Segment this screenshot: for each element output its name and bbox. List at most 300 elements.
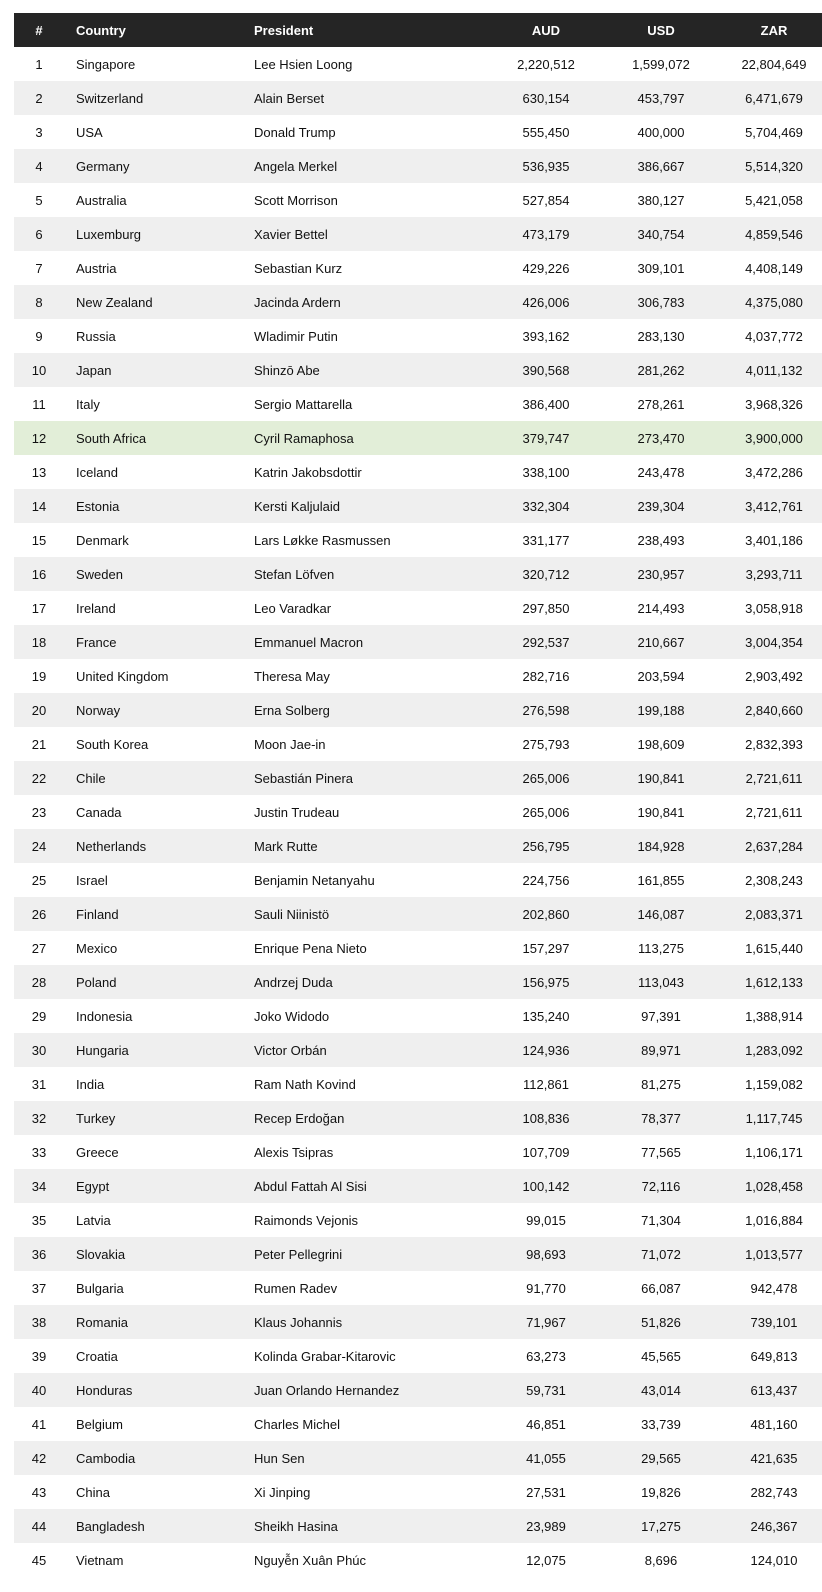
cell-rank: 34	[31, 1178, 47, 1194]
cell-country: Turkey	[76, 1110, 116, 1126]
cell-country: Australia	[76, 192, 127, 208]
cell-president: Ram Nath Kovind	[254, 1076, 356, 1092]
table-row	[14, 285, 822, 319]
cell-rank: 10	[31, 362, 47, 378]
cell-zar: 1,159,082	[745, 1076, 803, 1092]
cell-country: Finland	[76, 906, 119, 922]
cell-country: China	[76, 1484, 110, 1500]
cell-zar: 3,058,918	[745, 600, 803, 616]
cell-rank: 36	[31, 1246, 47, 1262]
cell-country: Mexico	[76, 940, 118, 956]
table-row	[14, 1135, 822, 1169]
cell-aud: 331,177	[522, 532, 570, 548]
cell-rank: 13	[31, 464, 47, 480]
cell-president: Shinzō Abe	[254, 362, 320, 378]
cell-usd: 17,275	[641, 1518, 681, 1534]
table-row	[14, 47, 822, 81]
cell-usd: 203,594	[637, 668, 685, 684]
cell-zar: 2,832,393	[745, 736, 803, 752]
cell-president: Enrique Pena Nieto	[254, 940, 367, 956]
cell-usd: 29,565	[641, 1450, 681, 1466]
cell-president: Sauli Niinistö	[254, 906, 330, 922]
cell-aud: 112,861	[522, 1076, 570, 1092]
cell-country: Latvia	[76, 1212, 111, 1228]
cell-country: Poland	[76, 974, 117, 990]
cell-country: Italy	[76, 396, 100, 412]
cell-president: Klaus Johannis	[254, 1314, 343, 1330]
cell-aud: 473,179	[522, 226, 570, 242]
cell-rank: 32	[31, 1110, 47, 1126]
cell-country: Slovakia	[76, 1246, 126, 1262]
column-header-country[interactable]: Country	[76, 22, 126, 38]
cell-rank: 18	[31, 634, 47, 650]
cell-country: Ireland	[76, 600, 116, 616]
cell-zar: 2,721,611	[745, 770, 803, 786]
cell-usd: 239,304	[637, 498, 685, 514]
cell-president: Victor Orbán	[254, 1042, 327, 1058]
cell-rank: 33	[31, 1144, 47, 1160]
cell-usd: 190,841	[637, 770, 685, 786]
cell-usd: 278,261	[637, 396, 685, 412]
cell-aud: 59,731	[526, 1382, 566, 1398]
cell-country: Vietnam	[76, 1552, 124, 1568]
cell-aud: 379,747	[522, 430, 570, 446]
table-row	[14, 999, 822, 1033]
cell-president: Sebastián Pinera	[254, 770, 354, 786]
column-header-aud[interactable]: AUD	[531, 22, 561, 38]
table-row	[14, 1475, 822, 1509]
cell-aud: 320,712	[522, 566, 570, 582]
cell-usd: 386,667	[637, 158, 685, 174]
cell-aud: 275,793	[522, 736, 570, 752]
cell-president: Emmanuel Macron	[254, 634, 364, 650]
table-body	[14, 47, 822, 1577]
cell-country: Canada	[76, 804, 122, 820]
cell-president: Jacinda Ardern	[254, 294, 341, 310]
cell-usd: 89,971	[641, 1042, 681, 1058]
cell-usd: 230,957	[637, 566, 685, 582]
table-row	[14, 81, 822, 115]
cell-country: Romania	[76, 1314, 129, 1330]
table-row	[14, 387, 822, 421]
cell-rank: 8	[35, 294, 43, 310]
cell-zar: 4,375,080	[745, 294, 803, 310]
cell-president: Lee Hsien Loong	[254, 56, 353, 72]
cell-zar: 481,160	[750, 1416, 798, 1432]
table-row	[14, 1271, 822, 1305]
cell-president: Hun Sen	[254, 1450, 305, 1466]
cell-country: Hungaria	[76, 1042, 129, 1058]
cell-aud: 256,795	[522, 838, 570, 854]
table-row	[14, 1305, 822, 1339]
column-header-rank[interactable]: #	[35, 22, 43, 38]
table-row	[14, 863, 822, 897]
cell-aud: 292,537	[522, 634, 570, 650]
table-row	[14, 625, 822, 659]
cell-rank: 30	[31, 1042, 47, 1058]
table-row	[14, 829, 822, 863]
cell-usd: 1,599,072	[632, 56, 690, 72]
table-row	[14, 1407, 822, 1441]
cell-aud: 265,006	[522, 804, 570, 820]
cell-zar: 2,637,284	[745, 838, 803, 854]
cell-president: Andrzej Duda	[254, 974, 333, 990]
table-row	[14, 693, 822, 727]
cell-zar: 1,612,133	[745, 974, 803, 990]
table-row	[14, 421, 822, 455]
cell-president: Abdul Fattah Al Sisi	[254, 1178, 367, 1194]
table-row	[14, 1237, 822, 1271]
cell-president: Leo Varadkar	[254, 600, 332, 616]
cell-zar: 246,367	[750, 1518, 798, 1534]
table-row	[14, 353, 822, 387]
cell-rank: 4	[35, 158, 43, 174]
cell-rank: 23	[31, 804, 47, 820]
cell-president: Xi Jinping	[254, 1484, 311, 1500]
cell-aud: 46,851	[526, 1416, 566, 1432]
cell-rank: 16	[31, 566, 47, 582]
cell-zar: 3,401,186	[745, 532, 803, 548]
table-row	[14, 1067, 822, 1101]
table-row	[14, 931, 822, 965]
table-row	[14, 1509, 822, 1543]
cell-aud: 536,935	[522, 158, 570, 174]
cell-aud: 338,100	[522, 464, 570, 480]
cell-president: Juan Orlando Hernandez	[254, 1382, 400, 1398]
cell-zar: 649,813	[750, 1348, 798, 1364]
cell-zar: 282,743	[750, 1484, 798, 1500]
cell-rank: 45	[31, 1552, 47, 1568]
cell-usd: 77,565	[641, 1144, 681, 1160]
cell-usd: 81,275	[641, 1076, 681, 1092]
cell-president: Sheikh Hasina	[254, 1518, 338, 1534]
cell-president: Xavier Bettel	[254, 226, 328, 242]
cell-zar: 1,388,914	[745, 1008, 803, 1024]
cell-aud: 91,770	[526, 1280, 566, 1296]
cell-rank: 42	[31, 1450, 47, 1466]
cell-zar: 4,859,546	[745, 226, 803, 242]
cell-usd: 8,696	[644, 1552, 678, 1568]
cell-aud: 100,142	[522, 1178, 570, 1194]
cell-usd: 78,377	[641, 1110, 681, 1126]
cell-usd: 340,754	[637, 226, 685, 242]
cell-rank: 28	[31, 974, 47, 990]
table-row	[14, 455, 822, 489]
cell-aud: 332,304	[522, 498, 570, 514]
cell-zar: 1,013,577	[745, 1246, 803, 1262]
cell-zar: 1,615,440	[745, 940, 803, 956]
cell-zar: 22,804,649	[741, 56, 807, 72]
cell-aud: 99,015	[526, 1212, 566, 1228]
cell-aud: 282,716	[522, 668, 570, 684]
cell-country: Iceland	[76, 464, 118, 480]
cell-rank: 24	[31, 838, 47, 854]
cell-president: Katrin Jakobsdottir	[254, 464, 362, 480]
cell-president: Erna Solberg	[254, 702, 330, 718]
cell-zar: 4,037,772	[745, 328, 803, 344]
cell-president: Charles Michel	[254, 1416, 340, 1432]
cell-rank: 15	[31, 532, 47, 548]
cell-usd: 380,127	[637, 192, 685, 208]
cell-usd: 210,667	[637, 634, 685, 650]
cell-president: Moon Jae-in	[254, 736, 326, 752]
cell-usd: 51,826	[641, 1314, 681, 1330]
cell-country: Egypt	[76, 1178, 110, 1194]
cell-zar: 3,900,000	[745, 430, 803, 446]
cell-rank: 27	[31, 940, 47, 956]
cell-zar: 124,010	[750, 1552, 798, 1568]
cell-usd: 184,928	[637, 838, 685, 854]
cell-rank: 41	[31, 1416, 47, 1432]
column-header-usd[interactable]: USD	[647, 22, 675, 38]
cell-zar: 2,083,371	[745, 906, 803, 922]
cell-country: Austria	[76, 260, 117, 276]
cell-zar: 1,016,884	[745, 1212, 803, 1228]
cell-aud: 527,854	[522, 192, 570, 208]
cell-zar: 4,408,149	[745, 260, 803, 276]
cell-country: Bangladesh	[76, 1518, 145, 1534]
cell-aud: 276,598	[522, 702, 570, 718]
cell-usd: 71,072	[641, 1246, 681, 1262]
cell-country: Israel	[76, 872, 108, 888]
cell-usd: 199,188	[637, 702, 685, 718]
cell-president: Mark Rutte	[254, 838, 318, 854]
cell-country: Indonesia	[76, 1008, 133, 1024]
cell-zar: 3,293,711	[745, 566, 803, 582]
cell-president: Alain Berset	[254, 90, 325, 106]
cell-president: Angela Merkel	[254, 158, 338, 174]
cell-country: South Korea	[76, 736, 149, 752]
table-row	[14, 115, 822, 149]
cell-usd: 281,262	[637, 362, 685, 378]
cell-rank: 43	[31, 1484, 47, 1500]
table-row	[14, 761, 822, 795]
cell-aud: 393,162	[522, 328, 570, 344]
cell-country: Chile	[76, 770, 106, 786]
cell-country: Denmark	[76, 532, 129, 548]
cell-aud: 265,006	[522, 770, 570, 786]
cell-aud: 202,860	[522, 906, 570, 922]
cell-rank: 19	[31, 668, 47, 684]
cell-country: Sweden	[76, 566, 123, 582]
cell-rank: 29	[31, 1008, 47, 1024]
table-row	[14, 591, 822, 625]
cell-aud: 426,006	[522, 294, 570, 310]
table-row	[14, 795, 822, 829]
cell-usd: 71,304	[641, 1212, 681, 1228]
cell-aud: 41,055	[526, 1450, 566, 1466]
cell-usd: 400,000	[637, 124, 685, 140]
cell-aud: 157,297	[522, 940, 570, 956]
cell-country: Greece	[76, 1144, 119, 1160]
cell-country: Estonia	[76, 498, 120, 514]
cell-zar: 942,478	[750, 1280, 798, 1296]
table-row	[14, 965, 822, 999]
cell-usd: 72,116	[641, 1178, 681, 1194]
cell-aud: 23,989	[526, 1518, 566, 1534]
cell-aud: 224,756	[522, 872, 570, 888]
cell-zar: 2,903,492	[745, 668, 803, 684]
cell-aud: 108,836	[522, 1110, 570, 1126]
cell-country: United Kingdom	[76, 668, 169, 684]
cell-usd: 97,391	[641, 1008, 681, 1024]
table-row	[14, 727, 822, 761]
cell-aud: 63,273	[526, 1348, 566, 1364]
cell-rank: 1	[35, 56, 43, 72]
cell-zar: 3,412,761	[745, 498, 803, 514]
cell-zar: 1,117,745	[745, 1110, 803, 1126]
cell-country: USA	[76, 124, 103, 140]
cell-usd: 283,130	[637, 328, 685, 344]
cell-zar: 1,028,458	[745, 1178, 803, 1194]
cell-president: Lars Løkke Rasmussen	[254, 532, 391, 548]
table-row	[14, 1339, 822, 1373]
table-row	[14, 1169, 822, 1203]
cell-president: Rumen Radev	[254, 1280, 338, 1296]
cell-president: Theresa May	[254, 668, 330, 684]
cell-rank: 5	[35, 192, 43, 208]
cell-usd: 309,101	[637, 260, 685, 276]
cell-rank: 2	[35, 90, 43, 106]
cell-usd: 306,783	[637, 294, 685, 310]
cell-country: Honduras	[76, 1382, 133, 1398]
cell-country: Switzerland	[76, 90, 144, 106]
cell-president: Wladimir Putin	[254, 328, 338, 344]
cell-country: Croatia	[76, 1348, 118, 1364]
cell-aud: 630,154	[522, 90, 570, 106]
column-header-zar[interactable]: ZAR	[760, 22, 788, 38]
cell-president: Benjamin Netanyahu	[254, 872, 375, 888]
table-row	[14, 1101, 822, 1135]
cell-country: South Africa	[76, 430, 147, 446]
cell-rank: 37	[31, 1280, 47, 1296]
cell-zar: 5,514,320	[745, 158, 803, 174]
cell-rank: 12	[31, 430, 47, 446]
cell-aud: 124,936	[522, 1042, 570, 1058]
cell-country: Belgium	[76, 1416, 123, 1432]
salary-table-container	[14, 13, 810, 1577]
cell-rank: 22	[31, 770, 47, 786]
cell-aud: 12,075	[526, 1552, 566, 1568]
cell-usd: 198,609	[637, 736, 685, 752]
cell-usd: 243,478	[637, 464, 685, 480]
cell-country: Japan	[76, 362, 112, 378]
table-row	[14, 319, 822, 353]
table-row	[14, 659, 822, 693]
cell-rank: 6	[35, 226, 43, 242]
cell-zar: 2,840,660	[745, 702, 803, 718]
table-row	[14, 217, 822, 251]
cell-aud: 2,220,512	[517, 56, 575, 72]
cell-rank: 20	[31, 702, 47, 718]
cell-rank: 3	[35, 124, 43, 140]
table-row	[14, 1543, 822, 1577]
table-row	[14, 1033, 822, 1067]
cell-rank: 9	[35, 328, 43, 344]
cell-president: Stefan Löfven	[254, 566, 335, 582]
cell-president: Sebastian Kurz	[254, 260, 343, 276]
cell-president: Kolinda Grabar-Kitarovic	[254, 1348, 396, 1364]
table-header	[14, 13, 822, 47]
cell-aud: 27,531	[526, 1484, 566, 1500]
salary-table	[14, 13, 822, 1577]
cell-president: Sergio Mattarella	[254, 396, 353, 412]
cell-president: Alexis Tsipras	[254, 1144, 334, 1160]
cell-country: Germany	[76, 158, 130, 174]
cell-zar: 6,471,679	[745, 90, 803, 106]
cell-zar: 421,635	[750, 1450, 798, 1466]
cell-rank: 7	[35, 260, 43, 276]
cell-usd: 273,470	[637, 430, 685, 446]
cell-zar: 1,283,092	[745, 1042, 803, 1058]
cell-country: Netherlands	[76, 838, 147, 854]
cell-aud: 71,967	[526, 1314, 566, 1330]
cell-aud: 156,975	[522, 974, 570, 990]
cell-president: Peter Pellegrini	[254, 1246, 343, 1262]
cell-zar: 3,004,354	[745, 634, 803, 650]
table-row	[14, 251, 822, 285]
cell-country: Russia	[76, 328, 116, 344]
cell-country: Singapore	[76, 56, 136, 72]
cell-rank: 21	[31, 736, 47, 752]
cell-zar: 739,101	[750, 1314, 798, 1330]
cell-rank: 44	[31, 1518, 47, 1534]
cell-country: France	[76, 634, 117, 650]
cell-president: Donald Trump	[254, 124, 336, 140]
header-row	[14, 13, 822, 47]
cell-aud: 98,693	[526, 1246, 566, 1262]
cell-president: Nguyễn Xuân Phúc	[254, 1552, 367, 1568]
cell-president: Recep Erdoğan	[254, 1110, 345, 1126]
cell-usd: 113,275	[637, 940, 685, 956]
cell-usd: 33,739	[641, 1416, 681, 1432]
cell-zar: 2,308,243	[745, 872, 803, 888]
cell-usd: 161,855	[637, 872, 685, 888]
cell-president: Justin Trudeau	[254, 804, 340, 820]
table-row	[14, 897, 822, 931]
table-row	[14, 557, 822, 591]
cell-zar: 2,721,611	[745, 804, 803, 820]
cell-rank: 26	[31, 906, 47, 922]
table-row	[14, 1441, 822, 1475]
cell-aud: 429,226	[522, 260, 570, 276]
cell-usd: 190,841	[637, 804, 685, 820]
cell-aud: 297,850	[522, 600, 570, 616]
column-header-president[interactable]: President	[254, 22, 314, 38]
table-row	[14, 183, 822, 217]
cell-president: Cyril Ramaphosa	[254, 430, 354, 446]
cell-usd: 113,043	[637, 974, 685, 990]
cell-zar: 613,437	[750, 1382, 798, 1398]
cell-usd: 66,087	[641, 1280, 681, 1296]
cell-rank: 39	[31, 1348, 47, 1364]
cell-usd: 45,565	[641, 1348, 681, 1364]
cell-president: Kersti Kaljulaid	[254, 498, 340, 514]
cell-usd: 19,826	[641, 1484, 681, 1500]
table-row	[14, 489, 822, 523]
cell-country: Luxemburg	[76, 226, 142, 242]
cell-usd: 146,087	[637, 906, 685, 922]
cell-rank: 35	[31, 1212, 47, 1228]
cell-rank: 40	[31, 1382, 47, 1398]
table-row	[14, 1203, 822, 1237]
cell-rank: 38	[31, 1314, 47, 1330]
cell-country: New Zealand	[76, 294, 153, 310]
cell-president: Joko Widodo	[254, 1008, 330, 1024]
cell-rank: 25	[31, 872, 47, 888]
cell-country: Cambodia	[76, 1450, 136, 1466]
cell-zar: 3,472,286	[745, 464, 803, 480]
